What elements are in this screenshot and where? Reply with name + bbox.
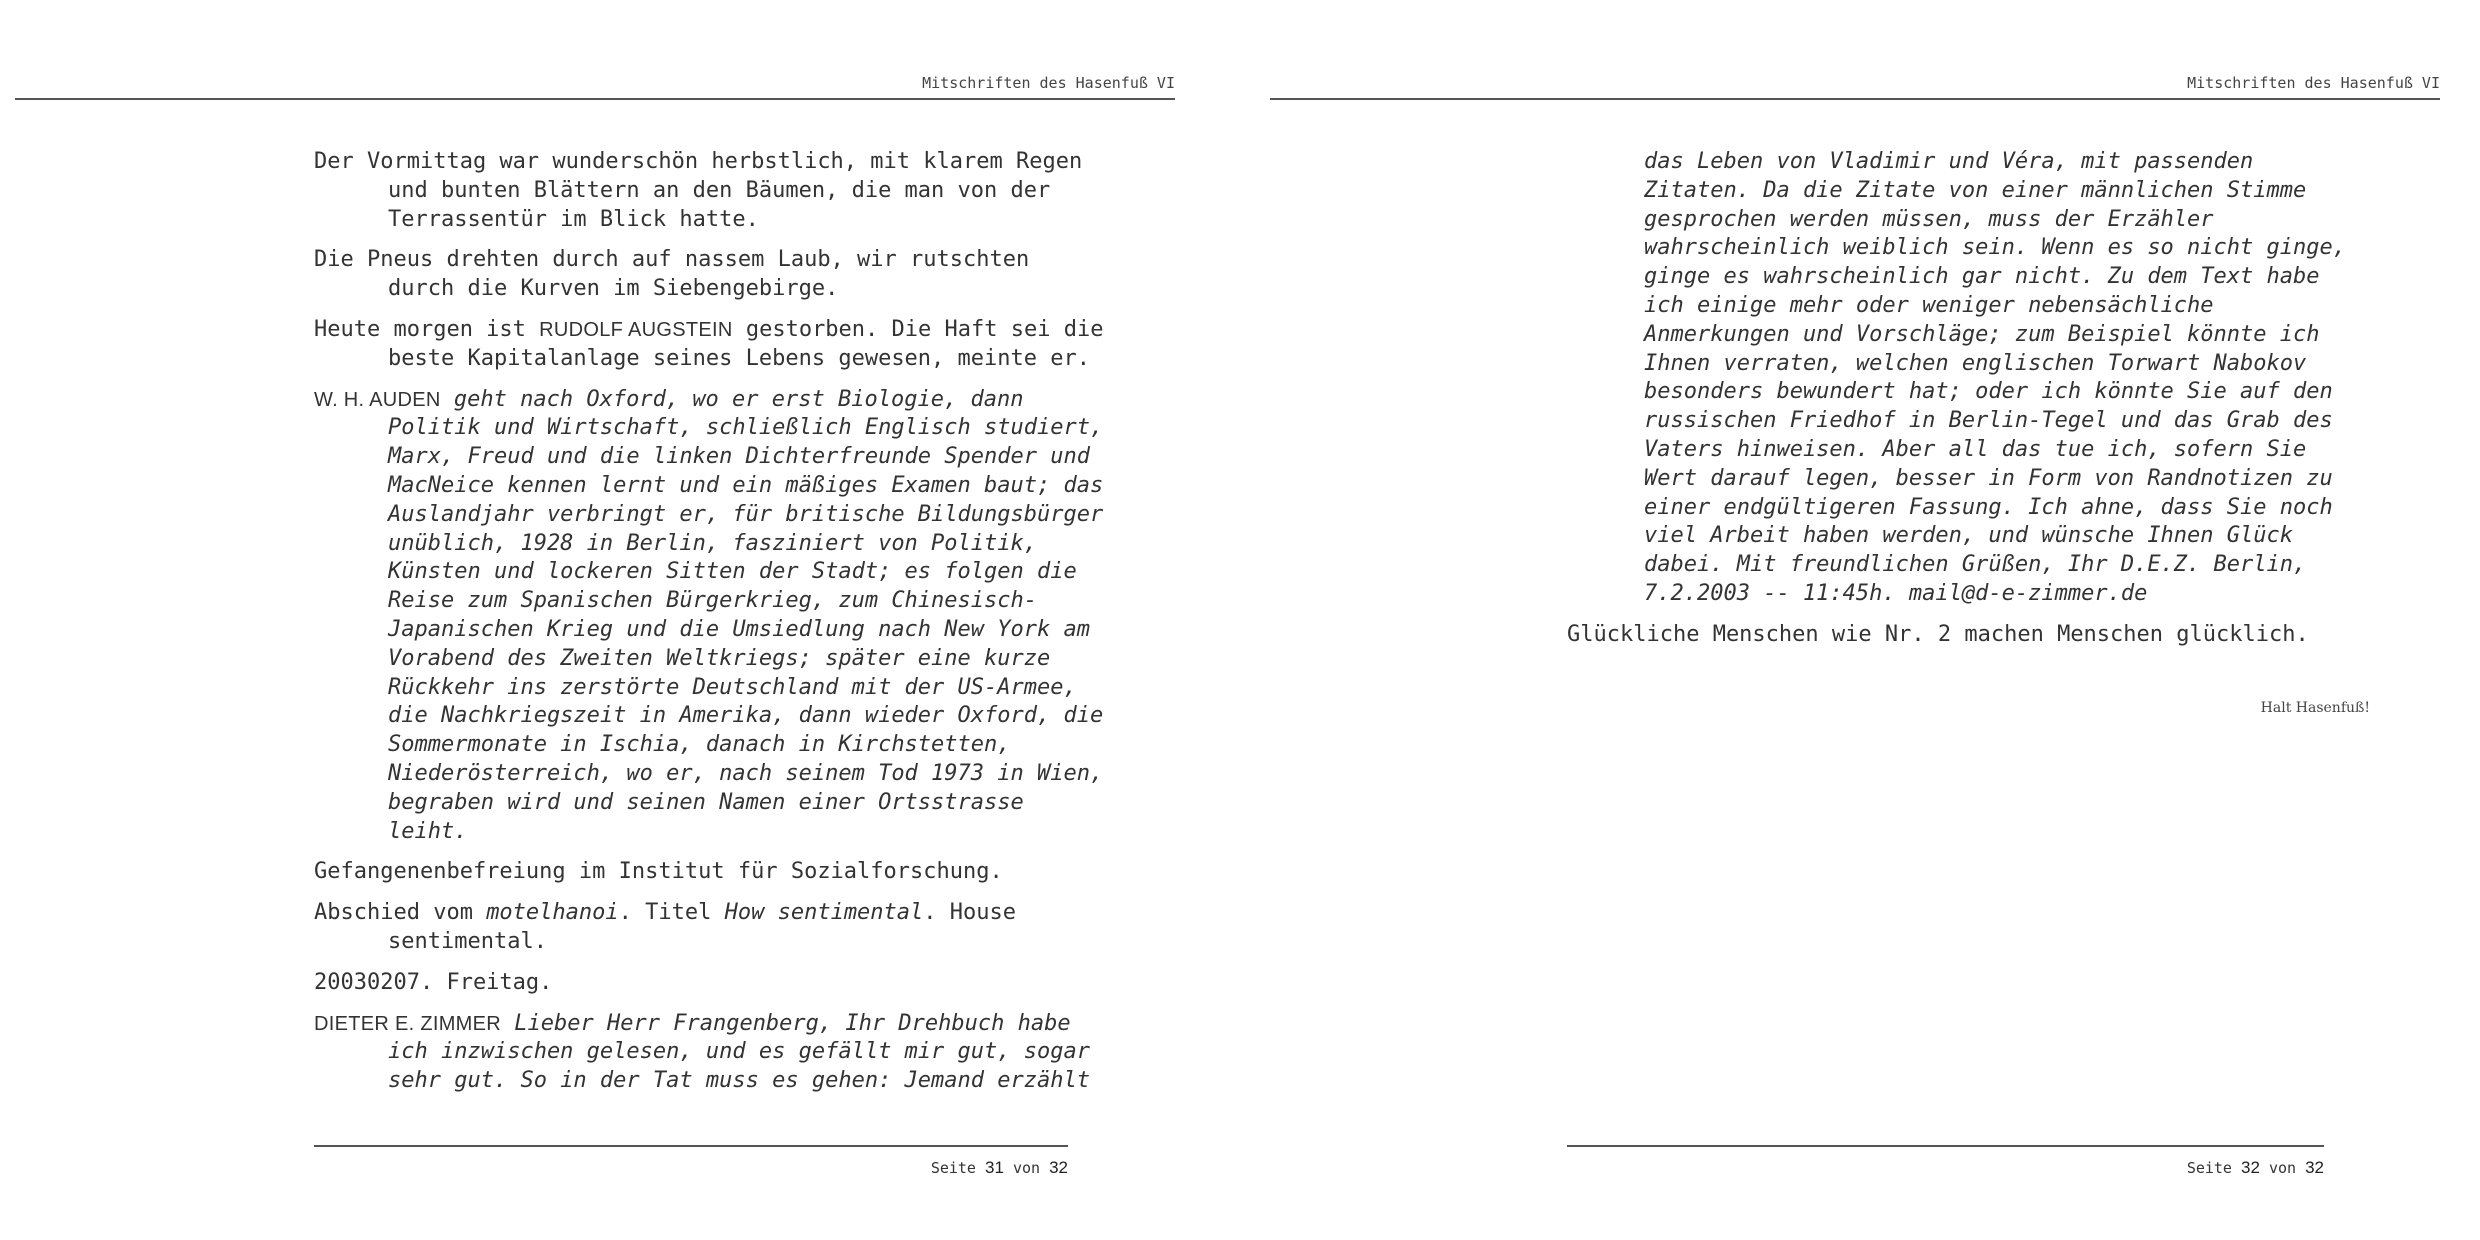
person-name: W. H. AUDEN <box>314 388 441 411</box>
page-body <box>314 148 1104 1108</box>
paragraph-glueckliche: Glückliche Menschen wie Nr. 2 machen Menschen glücklich. <box>1567 621 2309 647</box>
footer-von: von <box>2268 1159 2297 1177</box>
header-rule <box>15 98 1175 100</box>
paragraph-gefangenenbefreiung: Gefangenenbefreiung im Institut für Sozialforschung. <box>314 859 1003 885</box>
page-total: 32 <box>1049 1158 1068 1177</box>
footer-seite: Seite <box>930 1159 976 1177</box>
paragraph-vormittag: Der Vormittag war wunderschön herbstlich, mit klarem Regen und bunten Blättern an den Bäumen, die man von der Terrassentür im Blick hatte. <box>314 149 1083 232</box>
page-footer <box>931 1158 1068 1178</box>
italic-text: Lieber Herr Frangenberg, Ihr Drehbuch habe ich inzwischen gelesen, und es gefällt mir gut, sogar sehr gut. So in der Tat muss es gehen: Jemand erzählt <box>388 1010 1090 1094</box>
signoff: Halt Hasenfuß! <box>2260 700 2370 716</box>
italic-text: How sentimental <box>724 900 924 926</box>
italic-text: motelhanoi <box>486 900 619 926</box>
italic-text: geht nach Oxford, wo er erst Biologie, dann Politik und Wirtschaft, schließlich Englisch studiert, Marx, Freud und die linken Dichterfreunde Spender und MacNeice kennen lernt und ein mäßiges Examen baut; das Auslandjahr verbringt er, für britische Bildungsbürger unüblich, 1928 in Berlin, fasziniert von Politik, Künsten und lockeren Sitten der Stadt; es folgen die Reise zum Spanischen Bürgerkrieg, zum Chinesisch-Japanischen Krieg und die Umsiedlung nach New York am Vorabend des Zweiten Weltkriegs; später eine kurze Rückkehr ins zerstörte Deutschland mit der US-Armee, die Nachkriegszeit in Amerika, dann wieder Oxford, die Sommermonate in Ischia, danach in Kirchstetten, Niederösterreich, wo er, nach seinem Tod 1973 in Wien, begraben wird und seinen Namen einer Ortsstrasse leiht. <box>388 386 1104 844</box>
person-name: DIETER E. ZIMMER <box>314 1012 502 1035</box>
page-number: 31 <box>985 1158 1004 1177</box>
text-run: Heute morgen ist <box>314 316 540 342</box>
text-run: Abschied vom <box>314 900 487 926</box>
paragraph-pneus: Die Pneus drehten durch auf nassem Laub, wir rutschten durch die Kurven im Siebengebirge. <box>314 247 1030 302</box>
page-body <box>1567 148 2367 662</box>
running-header: Mitschriften des Hasenfuß VI <box>922 74 1175 92</box>
text-run: . Titel <box>618 900 725 926</box>
paragraph-augstein <box>314 316 1104 374</box>
text-run: . House sentimental. <box>388 900 1017 954</box>
paragraph-auden <box>314 386 1104 847</box>
text-run: gestorben. Die Haft sei die beste Kapitalanlage seines Lebens gewesen, meinte er. <box>388 316 1104 371</box>
header-rule <box>1270 98 2440 100</box>
footer-rule <box>1567 1145 2324 1147</box>
paragraph-zimmer <box>314 1010 1104 1096</box>
paragraph-date: 20030207. Freitag. <box>314 969 553 995</box>
footer-seite: Seite <box>2186 1159 2232 1177</box>
page-footer <box>2187 1158 2324 1178</box>
footer-von: von <box>1012 1159 1041 1177</box>
paragraph-zimmer-continued: das Leben von Vladimir und Véra, mit passenden Zitaten. Da die Zitate von einer männlichen Stimme gesprochen werden müssen, muss der Erzähler wahrscheinlich weiblich sein. Wenn es so nicht ginge, ginge es wahrscheinlich gar nicht. Zu dem Text habe ich einige mehr oder weniger nebensächliche Anmerkungen und Vorschläge; zum Beispiel könnte ich Ihnen verraten, welchen englischen Torwart Nabokov besonders bewundert hat; oder ich könnte Sie auf den russischen Friedhof in Berlin-Tegel und das Grab des Vaters hinweisen. Aber all das tue ich, sofern Sie Wert darauf legen, besser in Form von Randnotizen zu einer endgültigeren Fassung. Ich ahne, dass Sie noch viel Arbeit haben werden, und wünsche Ihnen Glück dabei. Mit freundlichen Grüßen, Ihr D.E.Z. Berlin, 7.2.2003 -- 11:45h. mail@d-e-zimmer.de <box>1644 149 2346 606</box>
right-page <box>1265 0 2440 1240</box>
paragraph-abschied <box>314 899 1104 957</box>
left-page <box>0 0 1175 1240</box>
running-header: Mitschriften des Hasenfuß VI <box>2187 74 2440 92</box>
person-name: RUDOLF AUGSTEIN <box>539 318 733 341</box>
page-number: 32 <box>2241 1158 2260 1177</box>
footer-rule <box>314 1145 1068 1147</box>
page-total: 32 <box>2305 1158 2324 1177</box>
